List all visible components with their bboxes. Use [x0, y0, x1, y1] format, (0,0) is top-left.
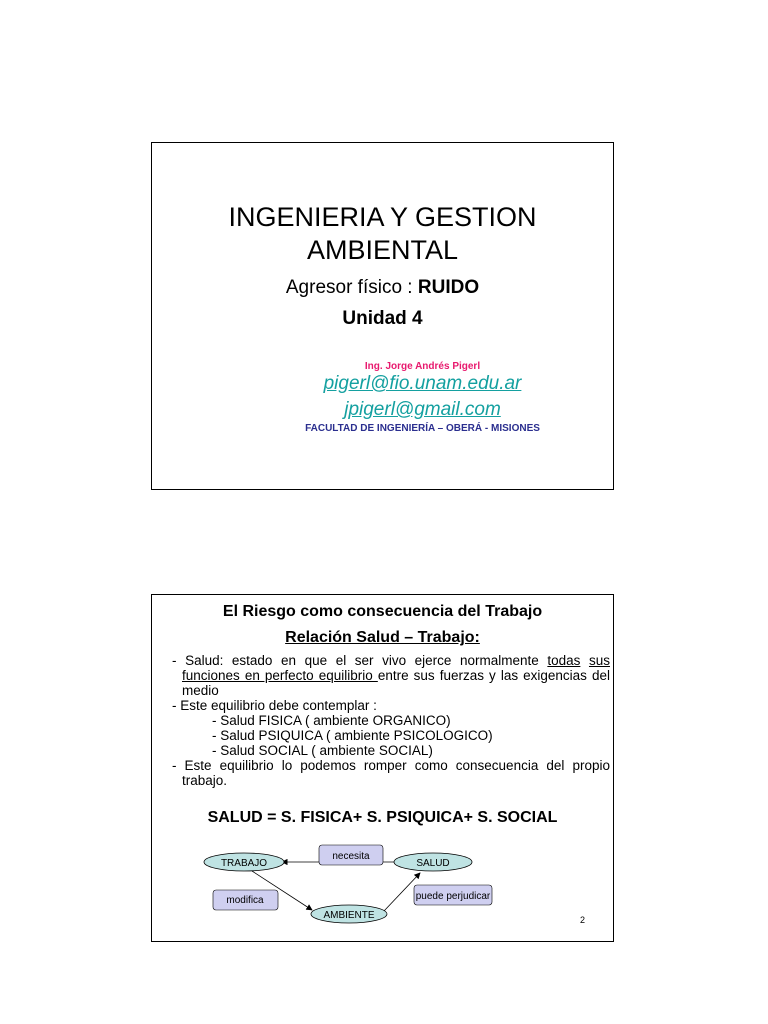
slide-title	[152, 201, 613, 267]
label-necesita-text: necesita	[332, 851, 370, 862]
subtitle-prefix: Agresor físico :	[285, 277, 418, 298]
paragraph-romper: - Este equilibrio lo podemos romper como consecuencia del propio trabajo.	[172, 758, 610, 788]
list-item: - Salud FISICA ( ambiente ORGANICO)	[212, 713, 451, 728]
label-puede-perjudicar	[414, 885, 492, 905]
author-name: Ing. Jorge Andrés Pigerl	[364, 361, 481, 372]
title-slide	[151, 142, 614, 490]
email-link-2[interactable]: jpigerl@gmail.com	[344, 399, 501, 420]
relation-diagram	[152, 595, 615, 943]
underlined-text: todas	[547, 653, 581, 668]
label-modifica-text: modifica	[226, 895, 264, 906]
list-item: - Salud SOCIAL ( ambiente SOCIAL)	[212, 743, 433, 758]
node-salud-label: SALUD	[416, 858, 450, 869]
node-trabajo	[204, 853, 284, 871]
slide-heading: El Riesgo como consecuencia del Trabajo	[222, 603, 543, 620]
list-item: - Salud PSIQUICA ( ambiente PSICOLOGICO)	[212, 728, 493, 743]
text-run: - Salud: estado en que el ser vivo ejerce normalmente	[172, 653, 548, 668]
title-line-1: INGENIERIA Y GESTION	[228, 202, 537, 232]
paragraph-equilibrio: - Este equilibrio debe contemplar :	[172, 698, 377, 713]
label-puede-text: puede perjudicar	[415, 891, 491, 902]
label-necesita	[319, 845, 383, 865]
email-link-1[interactable]: pigerl@fio.unam.edu.ar	[323, 373, 522, 394]
content-slide	[151, 594, 614, 942]
node-trabajo-label: TRABAJO	[220, 858, 268, 869]
subtitle-topic: RUIDO	[417, 277, 480, 298]
slide-subtitle	[152, 277, 613, 299]
faculty-label: FACULTAD DE INGENIERÍA – OBERÁ - MISIONES	[305, 423, 540, 434]
label-modifica	[213, 890, 278, 910]
title-line-2: AMBIENTAL	[306, 235, 459, 265]
node-ambiente-label: AMBIENTE	[323, 910, 375, 921]
salud-formula: SALUD = S. FISICA+ S. PSIQUICA+ S. SOCIAL	[207, 809, 558, 826]
slide-subheading: Relación Salud – Trabajo:	[285, 629, 480, 646]
node-ambiente	[311, 905, 387, 923]
page-number: 2	[579, 915, 585, 925]
node-salud	[394, 853, 472, 871]
unit-label: Unidad 4	[342, 308, 423, 329]
underlined-text: sus funciones en perfecto equilibrio	[182, 653, 610, 683]
text-run: entre sus fuerzas y las exigencias del medio	[182, 668, 610, 698]
